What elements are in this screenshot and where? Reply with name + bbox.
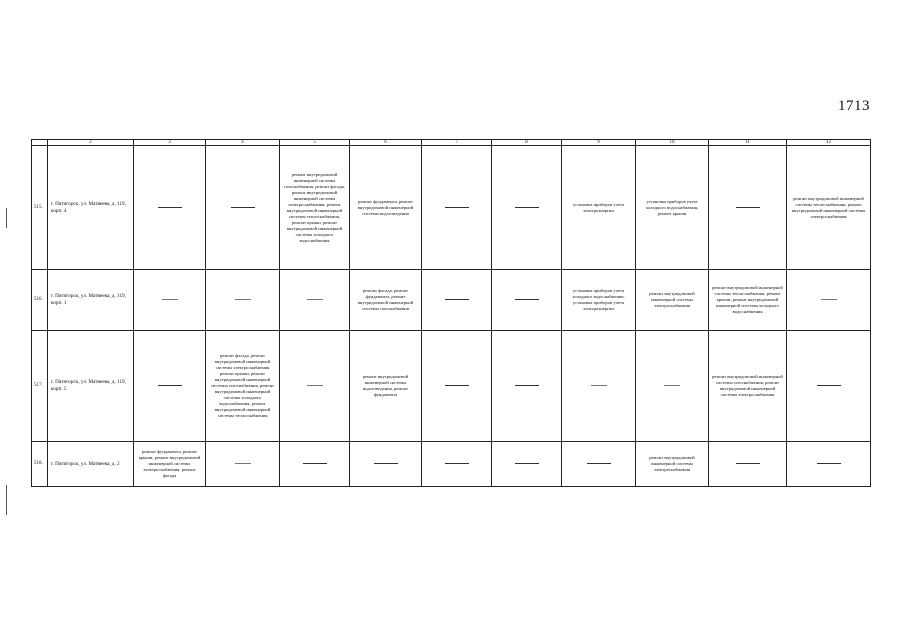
dash-mark [817,463,841,464]
dash-mark [445,463,469,464]
cell-empty [562,442,636,487]
cell-empty [422,270,492,331]
dash-mark [158,385,182,386]
dash-mark [591,385,607,386]
cell-empty [492,146,562,270]
col-header: 7 [422,140,492,146]
dash-mark [307,299,323,300]
dash-mark [445,385,469,386]
dash-mark [587,463,611,464]
cell-empty [350,442,422,487]
cell-works: ремонт внутридомовой инженерной системы теплоснабжения, ремонт внутридомовой инженерной системы электроснабжения [787,146,871,270]
row-address: г. Пятигорск, ул. Матвеева, д. 119, корп. 1 [48,270,134,331]
cell-works: ремонт фасада, ремонт внутридомовой инженерной системы электроснабжения ремонт крыши, ремонт внутридомовой инженерной системы газоснабжения, ремонт внутридомовой инженерной системы холодного водоснабжения, ремонт внутридомовой инженерной системы теплоснабжения [206,331,280,442]
cell-empty [280,331,350,442]
cell-works: ремонт внутридомовой инженерной системы теплоснабжения, ремонт крыши, ремонт внутридомовой инженерной системы холодного водоснабжения [709,270,787,331]
cell-empty [280,442,350,487]
table-row [32,442,871,487]
dash-mark [445,299,469,300]
scan-edge-mark [6,485,7,515]
dash-mark [736,207,760,208]
cell-works: ремонт внутридомовой инженерной системы водоотведения, ремонт фундамента [350,331,422,442]
dash-mark [158,207,182,208]
cell-works: установка приборов учета холодного водоснабжения, установка приборов учета электроэнергии [562,270,636,331]
dash-mark [515,207,539,208]
col-header: 5 [280,140,350,146]
cell-empty [206,270,280,331]
col-header: 12 [787,140,871,146]
cell-empty [492,270,562,331]
cell-empty [636,331,709,442]
col-header: 8 [492,140,562,146]
dash-mark [515,385,539,386]
row-address: г. Пятигорск, ул. Матвеева, д. 119, корп. 4 [48,146,134,270]
col-header: 6 [350,140,422,146]
cell-works: ремонт фасада, ремонт фундамента, ремонт внутридомовой инженерной системы газоснабжения [350,270,422,331]
cell-empty [787,270,871,331]
cell-empty [206,442,280,487]
cell-empty [134,270,206,331]
col-header: 10 [636,140,709,146]
cell-works: ремонт внутридомовой инженерной системы газоснабжения, ремонт фасада, ремонт внутридомовой инженерной системы электроснабжения, ремонт внутридомовой инженерной системы теплоснабжения, ремонт крыши, ремонт внутридомовой инженерной системы холодного водоснабжения [280,146,350,270]
cell-works: ремонт внутридомовой инженерной системы электроснабжения [636,442,709,487]
row-address: г. Пятигорск, ул. Матвеева, д. 119, корп. 5 [48,331,134,442]
dash-mark [235,299,251,300]
row-address: г. Пятигорск, ул. Матвеева, д. 2 [48,442,134,487]
dash-mark [515,463,539,464]
cell-empty [422,146,492,270]
col-header: 3 [134,140,206,146]
col-header: 4 [206,140,280,146]
cell-works: установка приборов учета электроэнергии [562,146,636,270]
dash-mark [162,299,178,300]
cell-empty [134,331,206,442]
dash-mark [664,385,680,386]
table-row [32,270,871,331]
dash-mark [307,385,323,386]
cell-empty [709,442,787,487]
dash-mark [374,463,398,464]
col-header: 2 [48,140,134,146]
page-number: 1713 [838,98,870,114]
cell-works: установка приборов учета холодного водоснабжения, ремонт крыши [636,146,709,270]
table-row [32,146,871,270]
repair-schedule-table [31,139,871,487]
cell-works: ремонт внутридомовой инженерной системы газоснабжения, ремонт внутридомовой инженерной системы электроснабжения [709,331,787,442]
scan-edge-mark [6,208,7,228]
cell-empty [206,146,280,270]
row-number: 516. [32,270,48,331]
cell-empty [492,331,562,442]
row-number: 515. [32,146,48,270]
dash-mark [445,207,469,208]
cell-empty [787,442,871,487]
dash-mark [235,463,251,464]
col-header: 9 [562,140,636,146]
cell-works: ремонт фундамента, ремонт крыши, ремонт внутридомовой инженерной системы электроснабжения, ремонт фасада [134,442,206,487]
cell-empty [562,331,636,442]
dash-mark [817,385,841,386]
dash-mark [736,463,760,464]
dash-mark [231,207,255,208]
cell-empty [422,442,492,487]
cell-empty [134,146,206,270]
cell-works: ремонт фундамента, ремонт внутридомовой инженерной системы водоотведения [350,146,422,270]
cell-empty [492,442,562,487]
table-row [32,331,871,442]
cell-works: ремонт внутридомовой инженерной системы электроснабжения [636,270,709,331]
dash-mark [821,299,837,300]
cell-empty [280,270,350,331]
dash-mark [515,299,539,300]
cell-empty [422,331,492,442]
row-number: 518. [32,442,48,487]
cell-empty [787,331,871,442]
col-header: 11 [709,140,787,146]
dash-mark [303,463,327,464]
row-number: 517. [32,331,48,442]
cell-empty [709,146,787,270]
